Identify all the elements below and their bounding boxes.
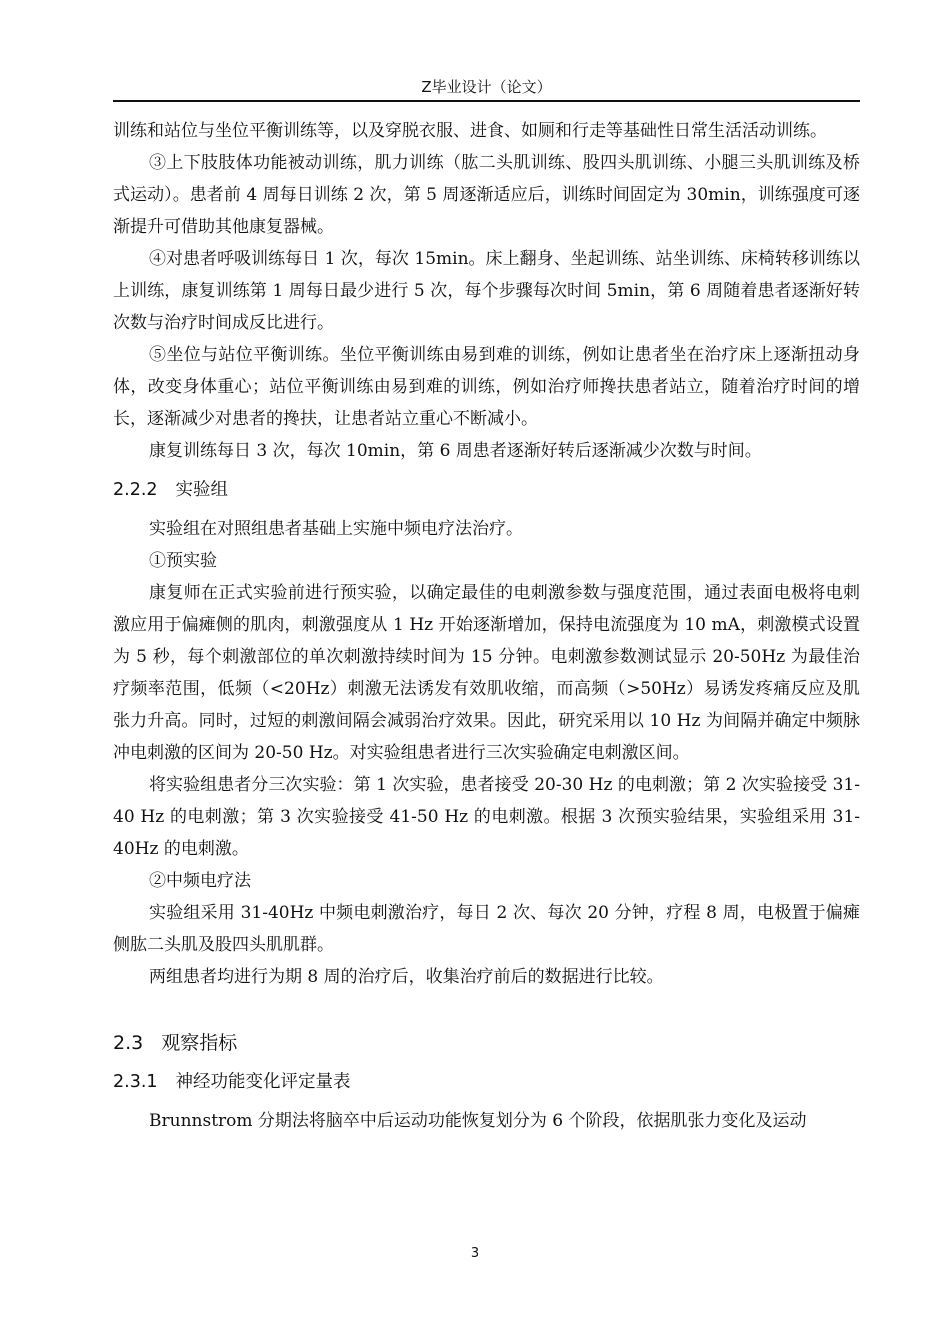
paragraph: 两组患者均进行为期 8 周的治疗后，收集治疗前后的数据进行比较。 [149, 967, 664, 987]
paragraph: ⑤坐位与站位平衡训练。坐位平衡训练由易到难的训练，例如让患者坐在治疗床上逐渐扭动身体，改变身体重心；站位平衡训练由易到难的训练，例如治疗师搀扶患者站立，随着治疗时间的增长，逐渐减少对患者的搀扶，让患者站立重心不断减小。 [113, 345, 860, 429]
paragraph: ②中频电疗法 [149, 871, 251, 891]
paragraph: ④对患者呼吸训练每日 1 次，每次 15min。床上翻身、坐起训练、站坐训练、床椅转移训练以上训练，康复训练第 1 周每日最少进行 5 次，每个步骤每次时间 5min，第 6 周随着患者逐渐好转次数与治疗时间成反比进行。 [113, 249, 860, 333]
paragraph: Brunnstrom 分期法将脑卒中后运动功能恢复划分为 6 个阶段，依据肌张力变化及运动 [149, 1111, 807, 1131]
header-rule [113, 100, 860, 102]
paragraph: 康复训练每日 3 次，每次 10min，第 6 周患者逐渐好转后逐渐减少次数与时间。 [149, 441, 762, 461]
section-title: 观察指标 [161, 1032, 238, 1054]
paragraph: 实验组在对照组患者基础上实施中频电疗法治疗。 [149, 519, 523, 539]
page-header: Z毕业设计（论文） [421, 78, 552, 96]
paragraph: 康复师在正式实验前进行预实验，以确定最佳的电刺激参数与强度范围，通过表面电极将电刺激应用于偏瘫侧的肌肉，刺激强度从 1 Hz 开始逐渐增加，保持电流强度为 10 mA，刺激模式设置为 5 秒，每个刺激部位的单次刺激持续时间为 15 分钟。电刺激参数测试显示 20-50Hz 为最佳治疗频率范围，低频（<20Hz）刺激无法诱发有效肌收缩，而高频（>50Hz）易诱发疼痛反应及肌张力升高。同时，过短的刺激间隔会减弱治疗效果。因此，研究采用以 10 Hz 为间隔并确定中频脉冲电刺激的区间为 20-50 Hz。对实验组患者进行三次实验确定电刺激区间。 [113, 583, 860, 763]
section-heading-2-2-2 [113, 475, 860, 505]
section-number: 2.3 [113, 1032, 144, 1054]
section-heading-2-3-1 [113, 1067, 860, 1097]
paragraph: 将实验组患者分三次实验：第 1 次实验，患者接受 20-30 Hz 的电刺激；第 2 次实验接受 31-40 Hz 的电刺激；第 3 次实验接受 41-50 Hz 的电刺激。根据 3 次预实验结果，实验组采用 31-40Hz 的电刺激。 [113, 775, 860, 859]
paragraph: 训练和站位与坐位平衡训练等，以及穿脱衣服、进食、如厕和行走等基础性日常生活活动训练。 [113, 121, 827, 141]
paragraph: 实验组采用 31-40Hz 中频电刺激治疗，每日 2 次、每次 20 分钟，疗程 8 周，电极置于偏瘫侧肱二头肌及股四头肌肌群。 [113, 903, 860, 955]
page-number: 3 [470, 1246, 480, 1261]
document-body [113, 115, 860, 1137]
section-number: 2.3.1 [113, 1072, 158, 1092]
section-title: 实验组 [175, 480, 229, 500]
section-number: 2.2.2 [113, 480, 158, 500]
section-title: 神经功能变化评定量表 [175, 1072, 351, 1092]
section-heading-2-3 [113, 1027, 860, 1059]
paragraph: ③上下肢肢体功能被动训练，肌力训练（肱二头肌训练、股四头肌训练、小腿三头肌训练及桥式运动）。患者前 4 周每日训练 2 次，第 5 周逐渐适应后，训练时间固定为 30min，训练强度可逐渐提升可借助其他康复器械。 [113, 153, 860, 237]
paragraph: ①预实验 [149, 551, 217, 571]
